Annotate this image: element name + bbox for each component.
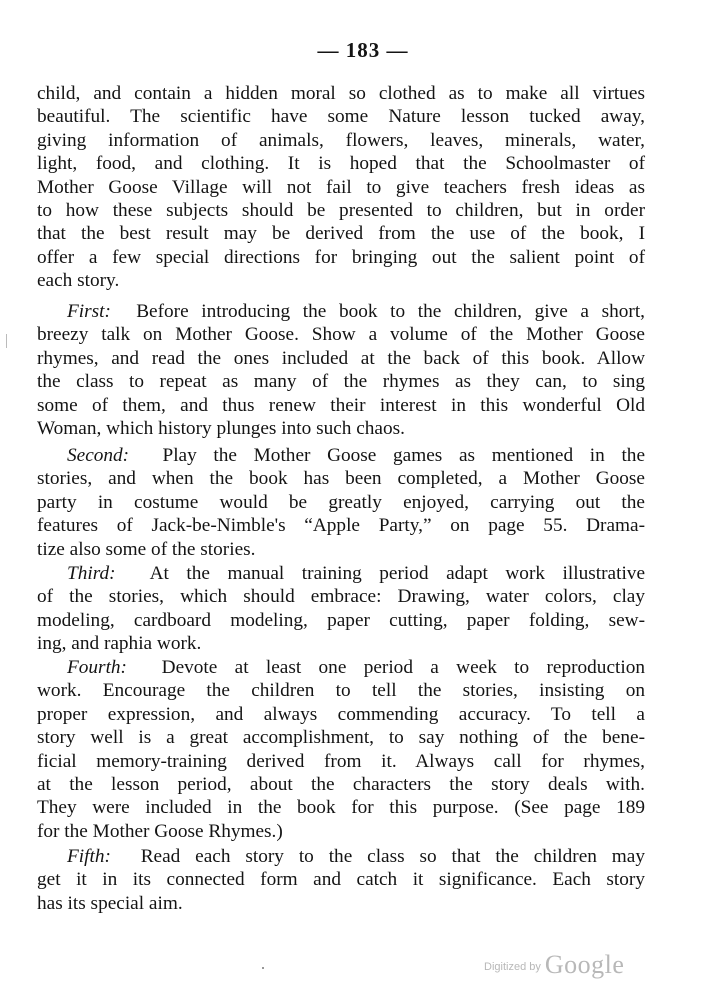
text-line: of the stories, which should embrace: Drawing, water colors, clay [37,586,645,608]
text-line: the class to repeat as many of the rhymes as they can, to sing [37,371,645,393]
text-line [37,656,645,679]
digitized-watermark [484,950,624,980]
text-line: at the lesson period, about the characters the story deals with. [37,773,645,795]
text-line: ficial memory-training derived from it. Always call for rhymes, [37,750,645,772]
text-line-body: Devote at least one period a week to reproduction [161,657,646,678]
text-line [37,300,645,323]
paragraph-lead: Fifth: [67,846,111,867]
paragraph-fifth [37,845,645,915]
paragraph-third [37,562,645,656]
text-line: child, and contain a hidden moral so clothed as to make all virtues [37,83,645,104]
paragraph-lead: Fourth: [67,657,127,678]
text-line: that the best result may be derived from the use of the book, I [37,223,645,245]
paragraph-lead: Third: [67,563,116,584]
text-line: They were included in the book for this purpose. (See page 189 [37,797,645,819]
text-line: ing, and raphia work. [37,633,202,655]
text-line: features of Jack-be-Nimble's “Apple Party,” on page 55. Drama- [37,515,645,537]
text-line: work. Encourage the children to tell the stories, insisting on [37,680,645,702]
paragraph-lead: First: [67,301,111,322]
text-line: has its special aim. [37,892,183,914]
text-line: modeling, cardboard modeling, paper cutting, paper folding, sew- [37,609,645,631]
text-line: giving information of animals, flowers, leaves, minerals, water, [37,129,645,151]
text-line: Woman, which history plunges into such chaos. [37,417,405,439]
print-speck [262,967,264,969]
text-line: proper expression, and always commending accuracy. To tell a [37,703,645,725]
paragraph-second [37,444,645,561]
page-number: — 183 — [317,38,409,62]
text-line: party in costume would be greatly enjoyed, carrying out the [37,491,645,513]
text-line [37,562,645,585]
text-line: beautiful. The scientific have some Nature lesson tucked away, [37,106,645,128]
text-line-body: Play the Mother Goose games as mentioned in the [162,445,646,466]
paragraph-first [37,300,645,440]
text-line: offer a few special directions for bringing out the salient point of [37,246,645,268]
paragraph-lead: Second: [67,445,130,466]
text-line: stories, and when the book has been completed, a Mother Goose [37,468,645,490]
text-line: rhymes, and read the ones included at the back of this book. Allow [37,347,645,369]
text-line [37,845,645,868]
text-line: Mother Goose Village will not fail to give teachers fresh ideas as [37,176,645,198]
google-logo: Google [544,950,625,979]
text-line: light, food, and clothing. It is hoped that the Schoolmaster of [37,153,645,175]
text-line: breezy talk on Mother Goose. Show a volume of the Mother Goose [37,324,645,346]
text-line: to how these subjects should be presented to children, but in order [37,199,645,221]
text-line: for the Mother Goose Rhymes.) [37,820,283,842]
paragraph-fourth [37,656,645,843]
text-line: each story. [37,270,120,292]
text-line-body: At the manual training period adapt work illustrative [149,563,646,584]
text-line: tize also some of the stories. [37,538,256,560]
watermark-prefix: Digitized by [484,961,541,973]
paragraph-continuation [37,82,645,293]
text-line-body: Before introducing the book to the children, give a short, [136,301,645,322]
text-line: story well is a great accomplishment, to say nothing of the bene- [37,727,645,749]
margin-mark [6,334,7,348]
text-line: some of them, and thus renew their interest in this wonderful Old [37,394,645,416]
text-line: get it in its connected form and catch it significance. Each story [37,869,645,891]
text-line-body: Read each story to the class so that the children may [140,846,645,867]
text-line [37,444,645,467]
